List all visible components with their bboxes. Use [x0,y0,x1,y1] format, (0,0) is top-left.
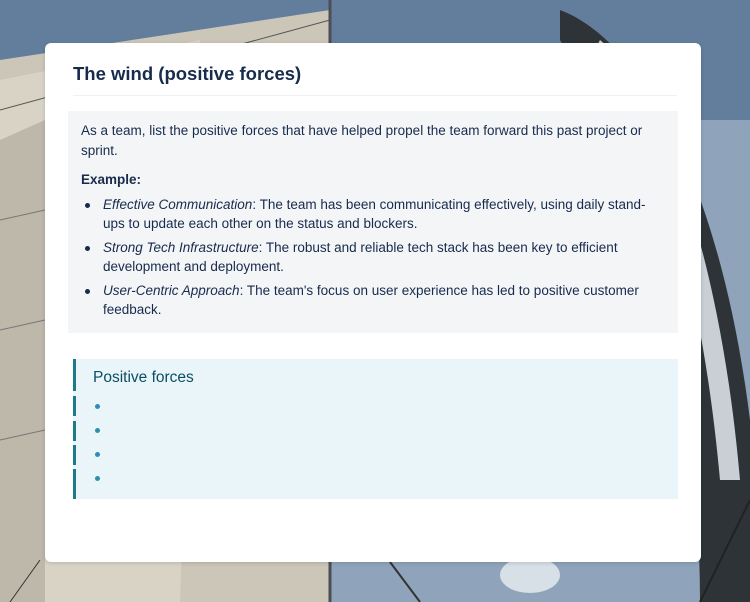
example-item [103,238,665,277]
instructions-intro: As a team, list the positive forces that have helped propel the team forward this past project or sprint. [81,123,643,158]
positive-force-entry[interactable] [76,395,678,419]
example-list [81,195,665,320]
example-text: : The team's focus on user experience has led to positive customer feedback. [103,282,639,317]
example-term: User-Centric Approach [103,282,240,298]
positive-force-entry[interactable] [76,467,678,491]
positive-force-entry[interactable] [76,419,678,443]
retrospective-card [45,43,701,562]
positive-forces-panel [73,359,678,499]
bullet-icon [95,428,100,433]
card-title: The wind (positive forces) [73,63,302,84]
bullet-icon [95,404,100,409]
example-text: : The team has been communicating effectively, using daily stand-ups to update each other on the status and blockers. [103,196,646,231]
bullet-icon [95,452,100,457]
positive-forces-heading: Positive forces [93,369,194,386]
title-divider [73,95,677,96]
bullet-icon [95,476,100,481]
example-item [103,281,665,320]
example-item [103,195,665,234]
example-text: : The robust and reliable tech stack has been key to efficient development and deployment. [103,239,618,274]
example-label: Example: [81,172,142,187]
example-term: Effective Communication [103,196,253,212]
example-term: Strong Tech Infrastructure [103,239,259,255]
positive-force-entry[interactable] [76,443,678,467]
instructions-panel [68,111,678,333]
panel-accent-bar [73,359,76,391]
